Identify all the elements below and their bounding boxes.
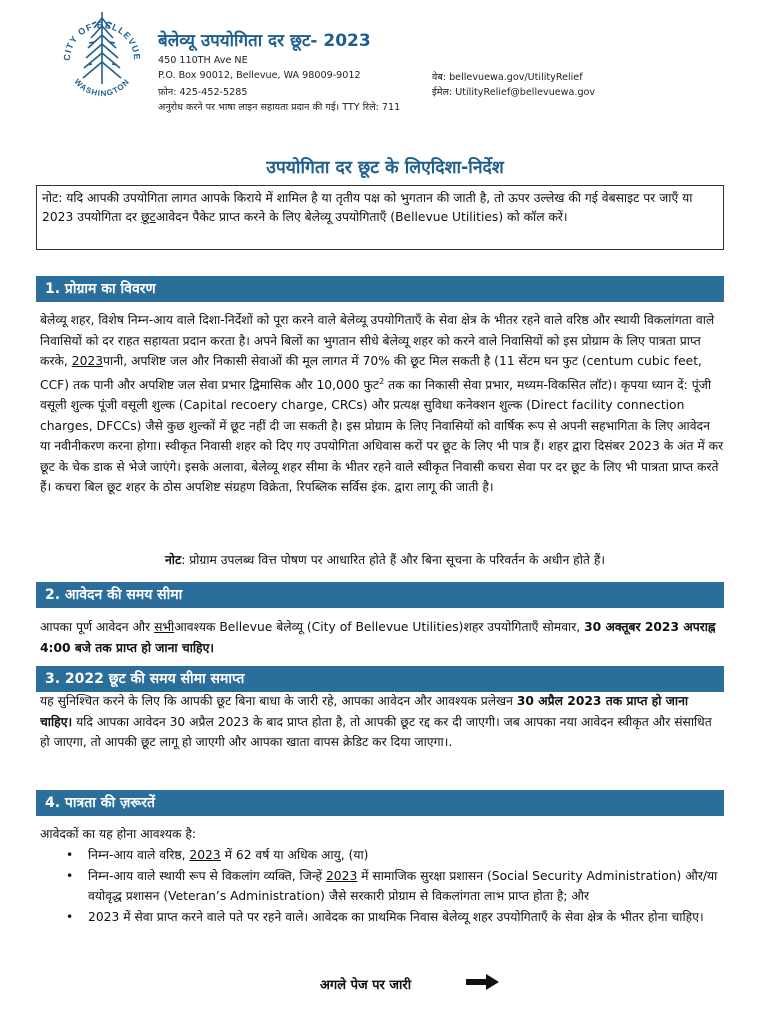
logo-top-text: CITY OF BELLEVUE (61, 19, 143, 62)
list-item: • 2023 में सेवा प्राप्त करने वाले पते पर रहने वाले। आवेदक का प्राथमिक निवास बेलेव्यू शहर उपयोगिताएँ के सेवा क्षेत्र के भीतर होना चाहिए। (66, 909, 704, 924)
eligibility-list (40, 845, 724, 927)
note-box (36, 185, 724, 250)
header-language-note: अनुरोध करने पर भाषा लाइन सहायता प्रदान की गई। TTY रिले: 711 (158, 102, 401, 113)
rebate-expiry-text: यह सुनिश्चित करने के लिए कि आपकी छूट बिना बाधा के जारी रहे, आपका आवेदन और आवश्यक प्रलेखन 30 अप्रैल 2023 तक प्राप्त हो जाना चाहिए। यदि आपका आवेदन 30 अप्रैल 2023 के बाद प्राप्त होता है, तो आपकी छूट रद्द कर दी जाएगी। जब आपका नया आवेदन स्वीकृत और संसाधित हो जाएगा, तो आपकी छूट लागू हो जाएगी और आपका खाता वापस क्रेडिट कर दिया जाएगा।. (40, 694, 712, 749)
logo-bottom-text: WASHINGTON (72, 77, 132, 99)
section-heading-program-description: 1. प्रोग्राम का विवरण (36, 276, 724, 302)
city-of-bellevue-logo (56, 8, 148, 104)
section-heading-rebate-expiry: 3. 2022 छूट की समय सीमा समाप्त (36, 666, 724, 692)
section-heading-eligibility: 4. पात्रता की ज़रूरतें (36, 790, 724, 816)
continue-label: अगले पेज पर जारी (320, 978, 412, 993)
note-text-end: आवेदन पैकेट प्राप्त करने के लिए बेलेव्यू उपयोगिताएँ (Bellevue Utilities) को कॉल करें। (155, 210, 568, 224)
section-heading-application-deadline: 2. आवेदन की समय सीमा (36, 582, 724, 608)
funding-note: नोट: प्रोग्राम उपलब्ध वित्त पोषण पर आधारित होते हैं और बिना सूचना के परिवर्तन के अधीन होते हैं। (164, 553, 606, 567)
header-web-link[interactable]: वेब: bellevuewa.gov/UtilityRelief (432, 72, 583, 83)
list-item: • निम्न-आय वाले स्थायी रूप से विकलांग व्यक्ति, जिन्हें 2023 में सामाजिक सुरक्षा प्रशासन (Social Security Administration) और/या वयोवृद्ध प्रशासन (Veteran’s Administration) जैसे सरकारी प्रोग्राम से विकलांगता लाभ प्राप्त होता है; और (66, 868, 718, 903)
page-title: उपयोगिता दर छूट के लिएदिशा-निर्देश (266, 158, 504, 178)
note-text: नोट: यदि आपकी उपयोगिता लागत आपके किराये में शामिल है या तृतीय पक्ष को भुगतान की जाती है, तो ऊपर उल्लेख की गई वेबसाइट पर जाएँ या 2023 उपयोगिता दर (42, 191, 693, 224)
right-arrow-icon (466, 973, 500, 991)
header-phone: फ़ोन: 425-452-5285 (158, 87, 248, 98)
header-address-line1: 450 110TH Ave NE (158, 55, 248, 66)
header-address-line2: P.O. Box 90012, Bellevue, WA 98009-9012 (158, 70, 361, 81)
note-underlined: छूट (140, 210, 156, 224)
eligibility-intro: आवेदकों का यह होना आवश्यक है: (40, 827, 197, 841)
header-email-link[interactable]: ईमेल: UtilityRelief@bellevuewa.gov (432, 87, 596, 98)
program-description-text: बेलेव्यू शहर, विशेष निम्न-आय वाले दिशा-निर्देशों को पूरा करने वाले बेलेव्यू उपयोगिताएँ के सेवा क्षेत्र के भीतर रहने वाले वरिष्ठ और स्थायी विकलांगता वाले निवासियों को दर राहत सहायता प्रदान करता है। अपने बिलों का भुगतान सीधे बेलेव्यू शहर को करने वाले निवासियों को इस प्रोग्राम के लिए पात्रता प्राप्त करके, 2023पानी, अपशिष्ट जल और निकासी सेवाओं की मूल लागत में 70% की छूट मिल सकती है (11 सेंटम घन फुट (centum cubic feet, CCF) तक पानी और अपशिष्ट जल सेवा प्रभार द्विमासिक और 10,000 फुट$^2$ तक का निकासी सेवा प्रभार, मध्यम-विकसित लॉट)। कृपया ध्यान दें: पूंजी वसूली शुल्क पूंजी वसूली शुल्क (Capital recoery charge, CRCs) और प्रत्यक्ष सुविधा कनेक्शन शुल्क (Direct facility connection charges, DFCCs) जैसे कुछ शुल्कों में छूट नहीं दी जा सकती है। इस प्रोग्राम के लिए निवासियों को वार्षिक रूप से अपनी सहभागिता के लिए आवेदन या नवीनीकरण करना होगा। स्वीकृत निवासी शहर को दिए गए उपयोगिता अधिवास करों पर छूट के लिए भी पात्र हैं। शहर द्वारा दिसंबर 2023 के अंत में कर छूट के चेक डाक से भेजे जाएंगे। इसके अलावा, बेलेव्यू शहर सीमा के भीतर रहने वाले स्वीकृत निवासी कचरा सेवा पर दर छूट के लिए भी पात्रता प्राप्त करते हैं। कचरा बिल छूट शहर के ठोस अपशिष्ट संग्रहण विक्रेता, रिपब्लिक सर्विस इंक. द्वारा लागू की जाती है। (40, 313, 724, 495)
header-title: बेलेव्यू उपयोगिता दर छूट- 2023 (158, 31, 371, 51)
application-deadline-text: आपका पूर्ण आवेदन और सभीआवश्यक Bellevue बेलेव्यू (City of Bellevue Utilities)शहर उपयोगिताएँ सोमवार, 30 अक्तूबर 2023 अपराह्न 4:00 बजे तक प्राप्त हो जाना चाहिए। (40, 620, 716, 655)
list-item: • निम्न-आय वाले वरिष्ठ, 2023 में 62 वर्ष या अधिक आयु, (या) (66, 848, 369, 862)
